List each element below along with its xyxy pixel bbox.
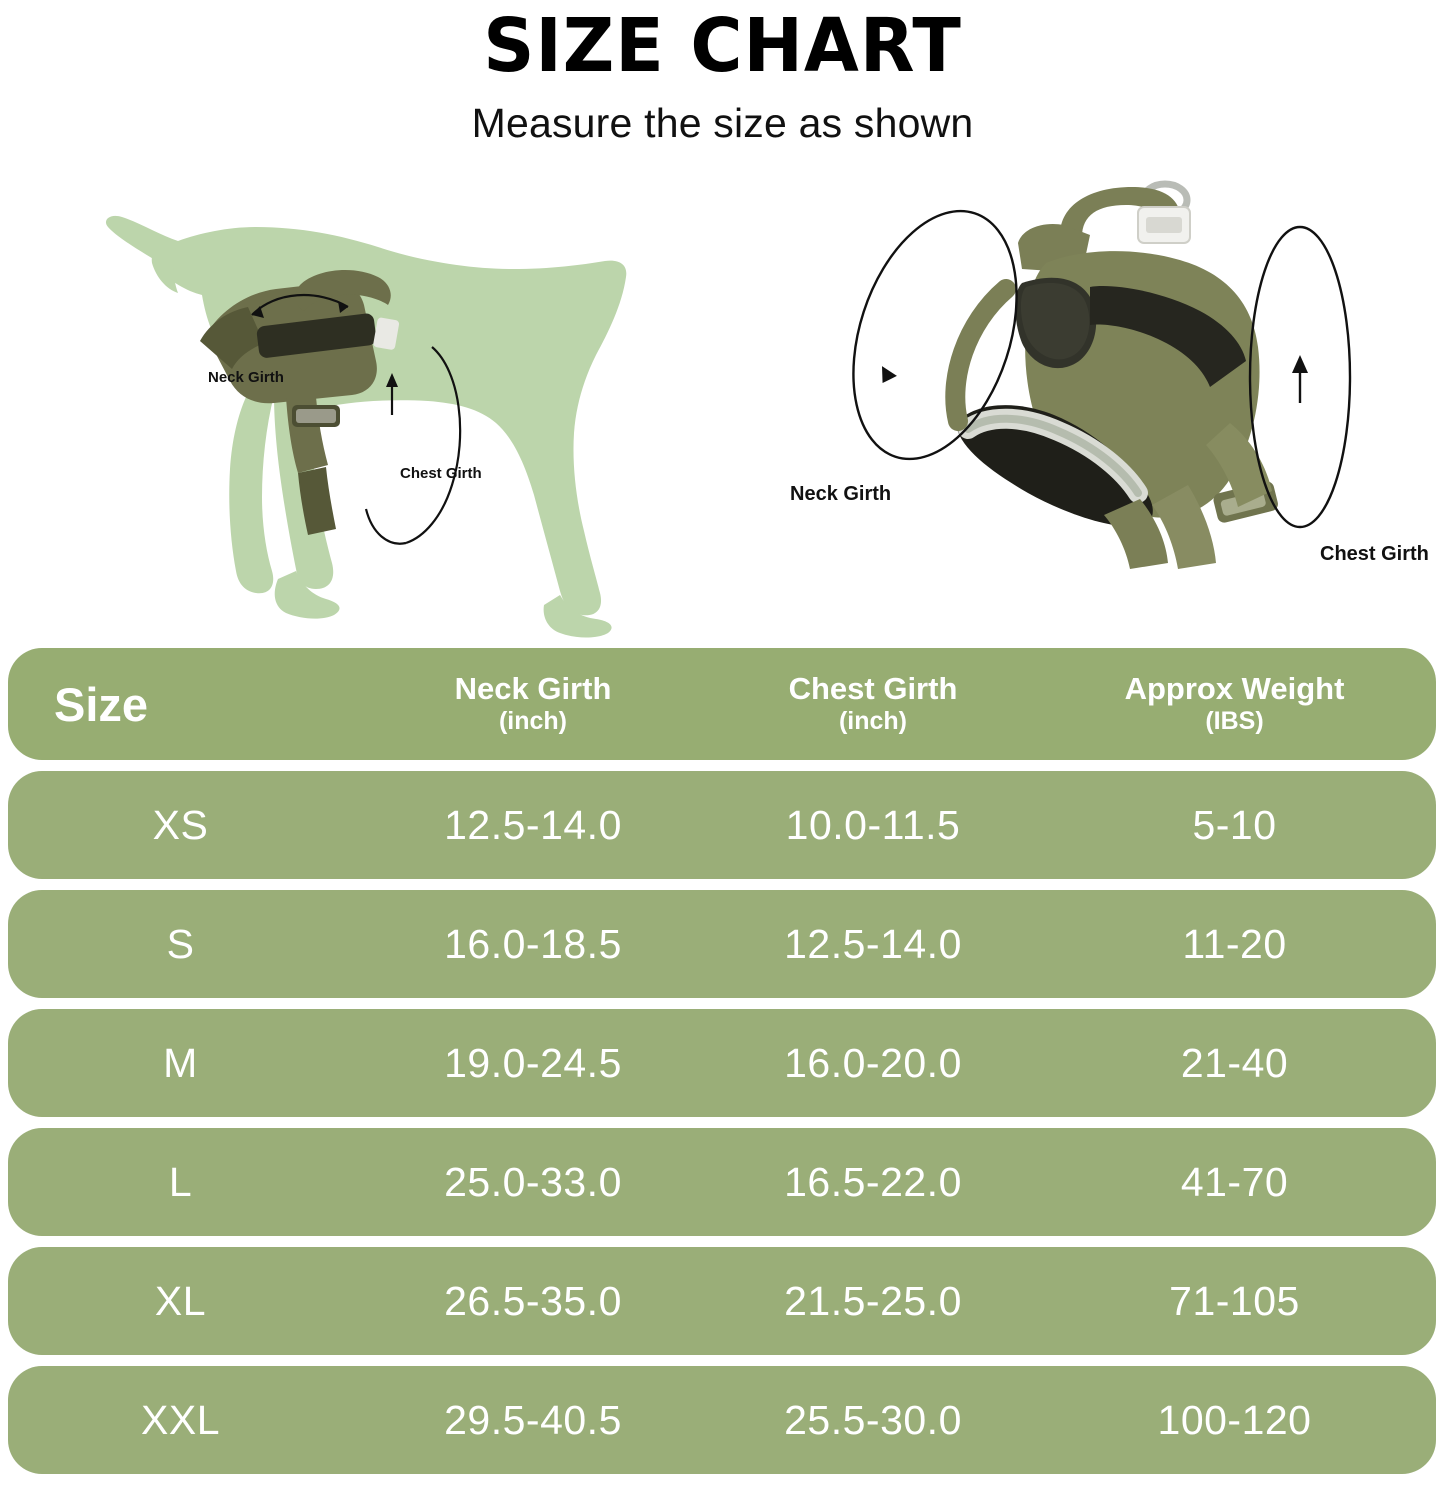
table-row: [8, 771, 1436, 879]
page-title: SIZE CHART: [483, 3, 962, 89]
column-header-size: Size: [54, 677, 149, 731]
column-header-neck-girth-unit: (inch): [498, 706, 568, 735]
left-chest-girth-label: Chest Girth: [400, 464, 482, 482]
cell-approx-weight: 71-105: [1169, 1277, 1300, 1324]
table-row: [8, 1366, 1436, 1474]
column-header-chest-girth-title: Chest Girth: [788, 671, 958, 707]
page-subtitle: Measure the size as shown: [471, 99, 974, 146]
cell-neck-girth: 12.5-14.0: [444, 801, 622, 848]
left-neck-girth-label: Neck Girth: [208, 368, 284, 386]
column-header-neck-girth: [353, 672, 713, 735]
cell-approx-weight: 100-120: [1157, 1396, 1312, 1443]
page-header: [0, 0, 1445, 147]
cell-chest-girth: 16.0-20.0: [784, 1039, 962, 1086]
cell-neck-girth: 25.0-33.0: [444, 1158, 622, 1205]
cell-size: M: [163, 1039, 198, 1086]
cell-neck-girth: 26.5-35.0: [444, 1277, 622, 1324]
column-header-approx-weight: [1033, 672, 1436, 735]
column-header-chest-girth-unit: (inch): [838, 706, 908, 735]
cell-size: L: [168, 1158, 193, 1205]
cell-chest-girth: 10.0-11.5: [785, 801, 961, 848]
cell-approx-weight: 11-20: [1182, 920, 1287, 967]
cell-chest-girth: 21.5-25.0: [784, 1277, 962, 1324]
cell-chest-girth: 16.5-22.0: [784, 1158, 962, 1205]
cell-chest-girth: 25.5-30.0: [784, 1396, 962, 1443]
table-row: [8, 1247, 1436, 1355]
dog-silhouette-icon: [60, 165, 700, 645]
cell-neck-girth: 29.5-40.5: [444, 1396, 622, 1443]
column-header-approx-weight-unit: (IBS): [1205, 706, 1264, 735]
harness-product-illustration: [760, 165, 1440, 645]
illustration-area: [0, 155, 1445, 660]
column-header-chest-girth: [713, 672, 1033, 735]
cell-approx-weight: 41-70: [1180, 1158, 1289, 1205]
cell-size: XXL: [141, 1396, 220, 1443]
cell-neck-girth: 16.0-18.5: [444, 920, 622, 967]
table-header-row: [8, 648, 1436, 760]
right-neck-girth-label: Neck Girth: [790, 482, 892, 505]
table-row: [8, 1009, 1436, 1117]
cell-approx-weight: 5-10: [1192, 801, 1277, 848]
dog-silhouette-illustration: [60, 165, 700, 645]
column-header-approx-weight-title: Approx Weight: [1124, 671, 1345, 707]
cell-neck-girth: 19.0-24.5: [444, 1039, 622, 1086]
cell-size: XL: [154, 1277, 207, 1324]
size-chart-table: [8, 648, 1436, 1485]
harness-icon: [760, 165, 1440, 645]
table-row: [8, 890, 1436, 998]
cell-chest-girth: 12.5-14.0: [784, 920, 962, 967]
cell-approx-weight: 21-40: [1180, 1039, 1289, 1086]
right-chest-girth-label: Chest Girth: [1320, 542, 1429, 565]
cell-size: S: [166, 920, 195, 967]
cell-size: XS: [152, 801, 209, 848]
table-row: [8, 1128, 1436, 1236]
column-header-neck-girth-title: Neck Girth: [454, 671, 612, 707]
